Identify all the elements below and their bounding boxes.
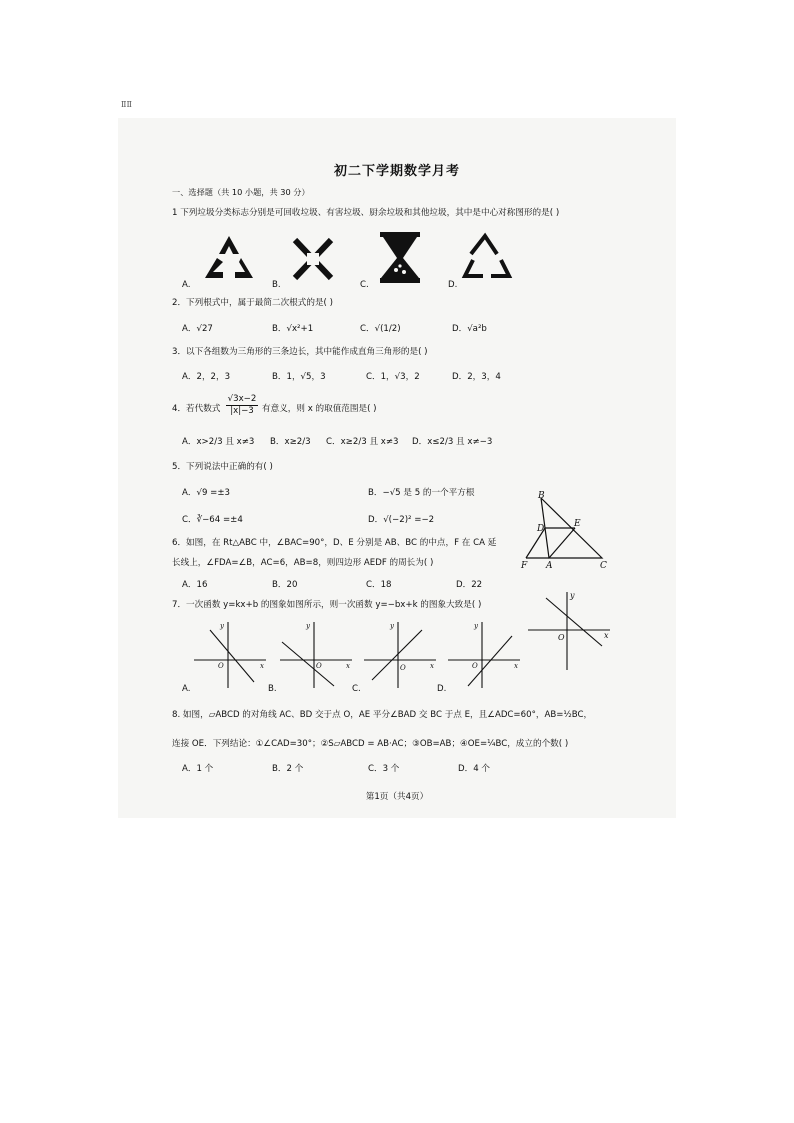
q7-option-c: C. — [352, 684, 361, 694]
harmful-symbol-icon — [295, 240, 331, 278]
q7-graph-b — [278, 618, 356, 690]
q4-option-b: B．x≥2/3 — [270, 437, 311, 447]
q2-option-b: B．√x²+1 — [272, 324, 314, 334]
q6-option-c: C．18 — [366, 580, 392, 590]
q5-option-d: D．√(−2)² =−2 — [368, 515, 435, 525]
question-4-prefix: 4．若代数式 — [172, 404, 221, 414]
question-7-text: 7．一次函数 y=kx+b 的图象如图所示，则一次函数 y=−bx+k 的图象大致是( ) — [172, 600, 482, 610]
recyclable-symbol-icon — [205, 236, 253, 278]
q7-option-b: B. — [268, 684, 277, 694]
q3-option-d: D．2，3，4 — [452, 372, 501, 382]
graph-b-line — [282, 642, 334, 686]
question-8-line-1: 8. 如图，▱ABCD 的对角线 AC、BD 交于点 O，AE 平分∠BAD 交 BC 于点 E，且∠ADC=60°，AB=½BC， — [172, 710, 593, 720]
q6-option-d: D．22 — [456, 580, 483, 590]
q1-option-c: C. — [360, 280, 369, 290]
q7-graph-c — [362, 618, 440, 690]
graph-c-line — [372, 630, 422, 680]
question-6-line-1: 6．如图，在 Rt△ABC 中，∠BAC=90°，D、E 分别是 AB、BC 的中点，F 在 CA 延 — [172, 538, 497, 548]
graph-a-o-label: O — [218, 662, 224, 670]
question-2-text: 2．下列根式中，属于最简二次根式的是( ) — [172, 298, 333, 308]
q4-fraction — [226, 394, 258, 416]
q4-option-d: D．x≤2/3 且 x≠−3 — [412, 437, 493, 447]
question-8-line-2: 连接 OE．下列结论：①∠CAD=30°；②S▱ABCD = AB·AC；③OB=AB；④OE=¼BC，成立的个数( ) — [172, 739, 569, 749]
graph-b-o-label: O — [316, 662, 322, 670]
q6-option-a: A．16 — [182, 580, 208, 590]
graph-b-y-label: y — [306, 622, 310, 630]
q7-graph-a — [192, 618, 270, 690]
q5-option-a: A．√9 =±3 — [182, 488, 231, 498]
q7-graph-d — [446, 618, 524, 690]
kitchen-waste-symbol-icon — [380, 232, 420, 283]
q8-option-b: B．2 个 — [272, 764, 304, 774]
function-line — [546, 598, 602, 646]
graph-c-y-label: y — [390, 622, 394, 630]
q8-option-d: D．4 个 — [458, 764, 491, 774]
q8-option-a: A．1 个 — [182, 764, 214, 774]
label-o: O — [558, 633, 565, 642]
label-d: D — [537, 524, 545, 534]
label-y: y — [570, 591, 575, 600]
q2-option-d: D．√a²b — [452, 324, 487, 334]
graph-d-y-label: y — [474, 622, 478, 630]
q3-option-c: C．1，√3，2 — [366, 372, 420, 382]
segment-ae — [549, 528, 575, 558]
graph-d-line — [468, 636, 512, 686]
corner-mark: ⅡⅡ — [121, 100, 132, 109]
section-heading: 一、选择题（共 10 小题，共 30 分） — [172, 187, 310, 197]
label-b: B — [538, 491, 545, 501]
q1-option-a: A. — [182, 280, 191, 290]
q1-option-b: B. — [272, 280, 281, 290]
q5-option-b: B．−√5 是 5 的一个平方根 — [368, 488, 475, 498]
graph-a-line — [210, 630, 254, 682]
label-x: x — [604, 631, 609, 640]
q1-recycle-symbols — [195, 232, 515, 288]
question-6-line-2: 长线上，∠FDA=∠B，AC=6，AB=8，则四边形 AEDF 的周长为( ) — [172, 558, 434, 568]
question-3-text: 3．以下各组数为三角形的三条边长，其中能作成直角三角形的是( ) — [172, 347, 428, 357]
question-1-text: 1 下列垃圾分类标志分别是可回收垃圾、有害垃圾、厨余垃圾和其他垃圾，其中是中心对称图形的是( ) — [172, 208, 560, 218]
label-c: C — [600, 561, 607, 571]
question-4-suffix: 有意义，则 x 的取值范围是( ) — [262, 404, 377, 414]
q7-option-a: A. — [182, 684, 191, 694]
q4-fraction-numerator: √3x−2 — [227, 394, 257, 404]
q4-option-c: C．x≥2/3 且 x≠3 — [326, 437, 399, 447]
graph-c-x-label: x — [430, 662, 434, 670]
label-a: A — [546, 561, 553, 571]
page-footer: 第1页（共4页） — [365, 792, 429, 802]
label-f: F — [521, 561, 528, 571]
q5-option-c: C．∛−64 =±4 — [182, 515, 243, 525]
q3-option-b: B．1，√5，3 — [272, 372, 326, 382]
graph-a-y-label: y — [220, 622, 224, 630]
q4-fraction-denominator: |x|−3 — [230, 406, 254, 416]
q3-option-a: A．2，2，3 — [182, 372, 231, 382]
graph-d-x-label: x — [514, 662, 518, 670]
q7-reference-graph — [526, 590, 616, 672]
q8-option-c: C．3 个 — [368, 764, 400, 774]
q4-option-a: A．x>2/3 且 x≠3 — [182, 437, 255, 447]
q2-option-c: C．√(1/2) — [360, 324, 401, 334]
page-title: 初二下学期数学月考 — [333, 164, 460, 179]
q6-option-b: B．20 — [272, 580, 298, 590]
q2-option-a: A．√27 — [182, 324, 213, 334]
label-e: E — [574, 519, 581, 529]
question-5-text: 5．下列说法中正确的有( ) — [172, 462, 273, 472]
graph-b-x-label: x — [346, 662, 350, 670]
q6-triangle-figure — [516, 488, 616, 572]
graph-a-x-label: x — [260, 662, 264, 670]
graph-c-o-label: O — [400, 664, 406, 672]
graph-d-o-label: O — [472, 662, 478, 670]
q7-option-d: D. — [437, 684, 447, 694]
other-waste-symbol-icon — [465, 236, 509, 276]
q1-option-d: D. — [448, 280, 458, 290]
